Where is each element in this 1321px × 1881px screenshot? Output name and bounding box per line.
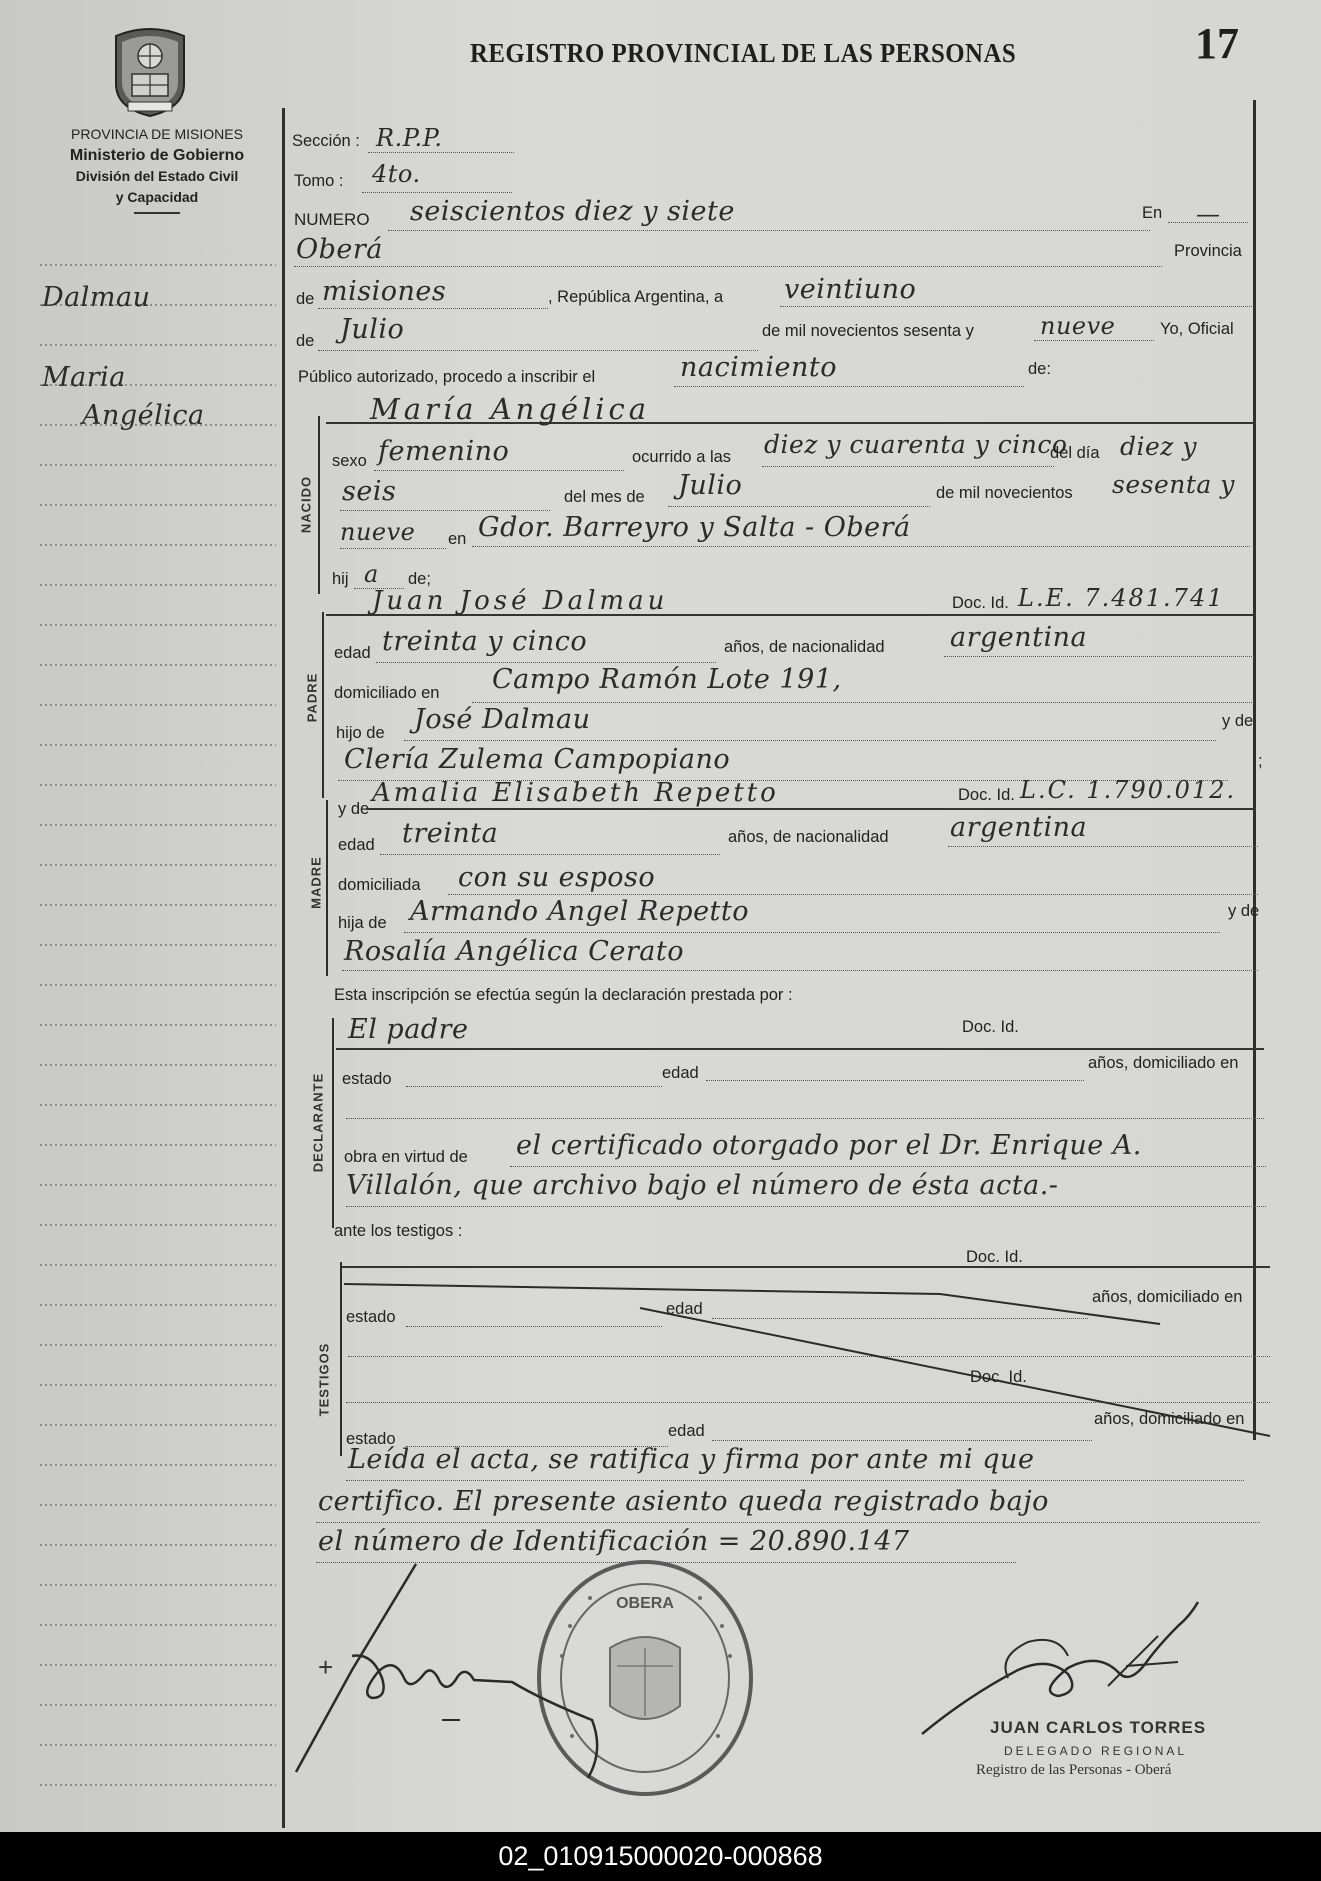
- label-ante-testigos: ante los testigos :: [334, 1222, 463, 1240]
- label-testigo2-doc: Doc. Id.: [970, 1368, 1027, 1386]
- label-obra: obra en virtud de: [344, 1148, 468, 1166]
- label-ocurrido: ocurrido a las: [632, 448, 732, 466]
- value-madre-edad: treinta: [402, 818, 499, 849]
- office-line-capacity: y Capacidad: [115, 189, 199, 205]
- value-padre-nac: argentina: [950, 622, 1088, 653]
- sexo-line: [374, 470, 624, 471]
- value-cierre-1: Leída el acta, se ratifica y firma por ante mi que: [348, 1444, 1035, 1475]
- label-declarante-edad: edad: [662, 1064, 699, 1082]
- mes-acta-line: [318, 350, 758, 351]
- label-hija-de: hija de: [338, 914, 387, 932]
- declarante-domicilio-line: [346, 1118, 1264, 1119]
- value-madre-doc: L.C. 1.790.012.: [1020, 776, 1237, 804]
- value-provincia: misiones: [322, 276, 447, 307]
- office-line-division: División del Estado Civil: [75, 168, 239, 184]
- madre-edad-line: [380, 854, 720, 855]
- label-madre-doc: Doc. Id.: [958, 786, 1015, 804]
- label-republica: , República Argentina, a: [548, 288, 724, 306]
- label-madre-y-de: y de: [1228, 902, 1260, 920]
- cierre-line-1: [346, 1480, 1244, 1481]
- label-declarante-doc: Doc. Id.: [962, 1018, 1019, 1036]
- label-de-mil: de mil novecientos sesenta y: [762, 322, 974, 340]
- official-name: JUAN CARLOS TORRES: [990, 1718, 1207, 1737]
- label-de-provincia: de: [296, 290, 315, 308]
- label-testigo1-doc: Doc. Id.: [966, 1248, 1023, 1266]
- value-lugar-nac: Gdor. Barreyro y Salta - Oberá: [478, 512, 911, 543]
- margin-surname: Dalmau: [42, 282, 151, 313]
- label-madre-edad: edad: [338, 836, 375, 854]
- value-obra-2: Villalón, que archivo bajo el número de ésta acta.-: [346, 1170, 1059, 1201]
- office-rule: [134, 212, 180, 214]
- official-title: DELEGADO REGIONAL: [1004, 1744, 1188, 1758]
- label-de-semicolon: de;: [408, 570, 431, 588]
- label-de-mil-nov: de mil novecientos: [936, 484, 1073, 502]
- value-padre-madre: Clería Zulema Campopiano: [344, 744, 731, 775]
- madre-padre-line: [404, 932, 1220, 933]
- declarante-section-rule: [332, 1018, 334, 1228]
- label-numero: NUMERO: [294, 210, 370, 229]
- label-provincia: Provincia: [1174, 242, 1242, 260]
- label-padre-edad: edad: [334, 644, 371, 662]
- value-en: —: [1196, 200, 1221, 228]
- value-madre-padre: Armando Angel Repetto: [410, 896, 750, 927]
- value-anio-acta: nueve: [1040, 312, 1116, 340]
- value-cierre-3: el número de Identificación = 20.890.147: [318, 1526, 910, 1557]
- label-testigo2-estado: estado: [346, 1430, 396, 1448]
- label-sexo: sexo: [332, 452, 367, 470]
- value-padre-edad: treinta y cinco: [382, 626, 588, 657]
- padre-nac-line: [944, 656, 1254, 657]
- value-localidad: Oberá: [296, 234, 383, 265]
- official-office: Registro de las Personas - Oberá: [976, 1762, 1172, 1778]
- madre-section-rule: [326, 800, 328, 976]
- value-sexo: femenino: [378, 436, 510, 467]
- margin-ruled-lines: [40, 255, 280, 1815]
- label-testigo1-edad: edad: [666, 1300, 703, 1318]
- madre-domicilio-line: [448, 894, 1258, 895]
- value-padre-doc: L.E. 7.481.741: [1018, 584, 1225, 612]
- madre-nac-line: [948, 846, 1258, 847]
- label-testigo1-anos: años, domiciliado en: [1092, 1288, 1243, 1306]
- numero-line: [388, 230, 1150, 231]
- issuing-office: [22, 124, 292, 214]
- value-dia-acta: veintiuno: [784, 274, 917, 305]
- value-tomo: 4to.: [372, 160, 421, 188]
- obra-line-1: [510, 1166, 1266, 1167]
- value-padre-padre: José Dalmau: [414, 704, 591, 735]
- madre-top-rule: [366, 808, 1256, 810]
- value-anio-nac-1: sesenta y: [1112, 470, 1235, 499]
- label-yo-oficial: Yo, Oficial: [1160, 320, 1234, 338]
- value-madre-nac: argentina: [950, 812, 1088, 843]
- acto-line: [674, 386, 1024, 387]
- anio-nac-line: [340, 548, 446, 549]
- label-padre-nac: años, de nacionalidad: [724, 638, 885, 656]
- label-testigo2-anos: años, domiciliado en: [1094, 1410, 1245, 1428]
- value-hora: diez y cuarenta y cinco: [764, 430, 1068, 459]
- label-tomo: Tomo :: [294, 172, 344, 190]
- label-domiciliada: domiciliada: [338, 876, 421, 894]
- register-title: REGISTRO PROVINCIAL DE LAS PERSONAS: [470, 38, 1017, 68]
- value-madre-madre: Rosalía Angélica Cerato: [344, 936, 684, 967]
- label-en: En: [1142, 204, 1163, 222]
- value-obra-1: el certificado otorgado por el Dr. Enrique A.: [516, 1130, 1142, 1161]
- value-dia-nac-1: diez y: [1120, 432, 1198, 461]
- signature-text: Dalmau: [378, 1701, 386, 1703]
- value-acto: nacimiento: [680, 352, 837, 383]
- label-en-lugar: en: [448, 530, 467, 548]
- section-label-nacido: NACIDO: [298, 475, 314, 534]
- cancellation-strokes: [340, 1268, 1280, 1448]
- signature-cross-mark: +: [318, 1652, 334, 1682]
- tomo-line: [362, 192, 512, 193]
- label-declarante-estado: estado: [342, 1070, 392, 1088]
- value-seccion: R.P.P.: [376, 124, 443, 152]
- label-y-de-madre: y de: [338, 800, 370, 818]
- right-column-rule: [1253, 100, 1256, 1440]
- value-madre-domicilio: con su esposo: [458, 862, 656, 893]
- value-padre-domicilio: Campo Ramón Lote 191,: [492, 664, 842, 695]
- anio-acta-line: [1034, 340, 1154, 341]
- label-testigo2-edad: edad: [668, 1422, 705, 1440]
- value-numero: seiscientos diez y siete: [410, 196, 735, 227]
- value-mes-acta: Julio: [340, 314, 405, 345]
- label-hijo-de: hijo de: [336, 724, 385, 742]
- label-padre-doc: Doc. Id.: [952, 594, 1009, 612]
- provincial-crest-icon: [108, 22, 192, 118]
- localidad-line: [294, 266, 1162, 267]
- value-cierre-2: certifico. El presente asiento queda registrado bajo: [318, 1486, 1049, 1517]
- section-label-declarante: DECLARANTE: [310, 1072, 326, 1173]
- label-testigo1-estado: estado: [346, 1308, 396, 1326]
- padre-domicilio-line: [472, 702, 1254, 703]
- declarant-signature: [282, 1560, 612, 1780]
- value-padre-nombre: Juan José Dalmau: [372, 586, 669, 616]
- padre-padre-line: [404, 740, 1216, 741]
- provincia-line: [318, 308, 548, 309]
- value-nombre: María Angélica: [370, 392, 651, 426]
- label-de-mes: de: [296, 332, 315, 350]
- seal-text-top: OBERA: [616, 1595, 674, 1612]
- label-semicolon: ;: [1258, 752, 1263, 770]
- label-hij: hij: [332, 570, 349, 588]
- value-hij-suffix: a: [364, 560, 379, 588]
- mes-nac-line: [668, 506, 930, 507]
- declarante-top-rule: [336, 1048, 1264, 1050]
- dia-acta-line: [780, 306, 1252, 307]
- section-label-madre: MADRE: [308, 856, 324, 909]
- margin-given-name-2: Angélica: [82, 400, 205, 431]
- nacido-section-rule: [318, 416, 320, 594]
- value-anio-nac-2: nueve: [340, 518, 416, 546]
- label-padre-domicilio: domiciliado en: [334, 684, 440, 702]
- label-declarante-anos: años, domiciliado en: [1088, 1054, 1239, 1072]
- label-madre-nac: años, de nacionalidad: [728, 828, 889, 846]
- hora-line: [762, 466, 1054, 467]
- cierre-line-2: [316, 1522, 1260, 1523]
- label-publico: Público autorizado, procedo a inscribir el: [298, 368, 596, 386]
- padre-edad-line: [376, 662, 716, 663]
- image-caption: 02_010915000020-000868: [0, 1832, 1321, 1881]
- office-line-province: PROVINCIA DE MISIONES: [71, 126, 243, 142]
- office-line-ministry: Ministerio de Gobierno: [69, 147, 245, 164]
- seccion-line: [368, 152, 514, 153]
- label-seccion: Sección :: [292, 132, 360, 150]
- dia-nac-line: [340, 510, 550, 511]
- section-label-testigos: TESTIGOS: [316, 1342, 332, 1417]
- value-mes-nac: Julio: [678, 470, 743, 501]
- label-esta-inscripcion: Esta inscripción se efectúa según la declaración prestada por :: [334, 986, 793, 1004]
- page-number: 17: [1195, 19, 1239, 68]
- value-dia-nac-2: seis: [342, 476, 397, 507]
- declarante-edad-line: [706, 1080, 1084, 1081]
- label-del-dia: del día: [1050, 444, 1100, 462]
- obra-line-2: [346, 1206, 1266, 1207]
- declarante-estado-line: [406, 1086, 662, 1087]
- section-label-padre: PADRE: [304, 672, 320, 723]
- label-de-colon: de:: [1028, 360, 1051, 378]
- padre-section-rule: [322, 612, 324, 798]
- value-declarante: El padre: [348, 1014, 469, 1045]
- label-padre-y-de: y de: [1222, 712, 1254, 730]
- madre-madre-line: [342, 970, 1258, 971]
- margin-given-name-1: Maria: [42, 362, 126, 393]
- label-del-mes: del mes de: [564, 488, 645, 506]
- lugar-nac-line: [472, 546, 1250, 547]
- value-madre-nombre: Amalia Elisabeth Repetto: [372, 778, 779, 808]
